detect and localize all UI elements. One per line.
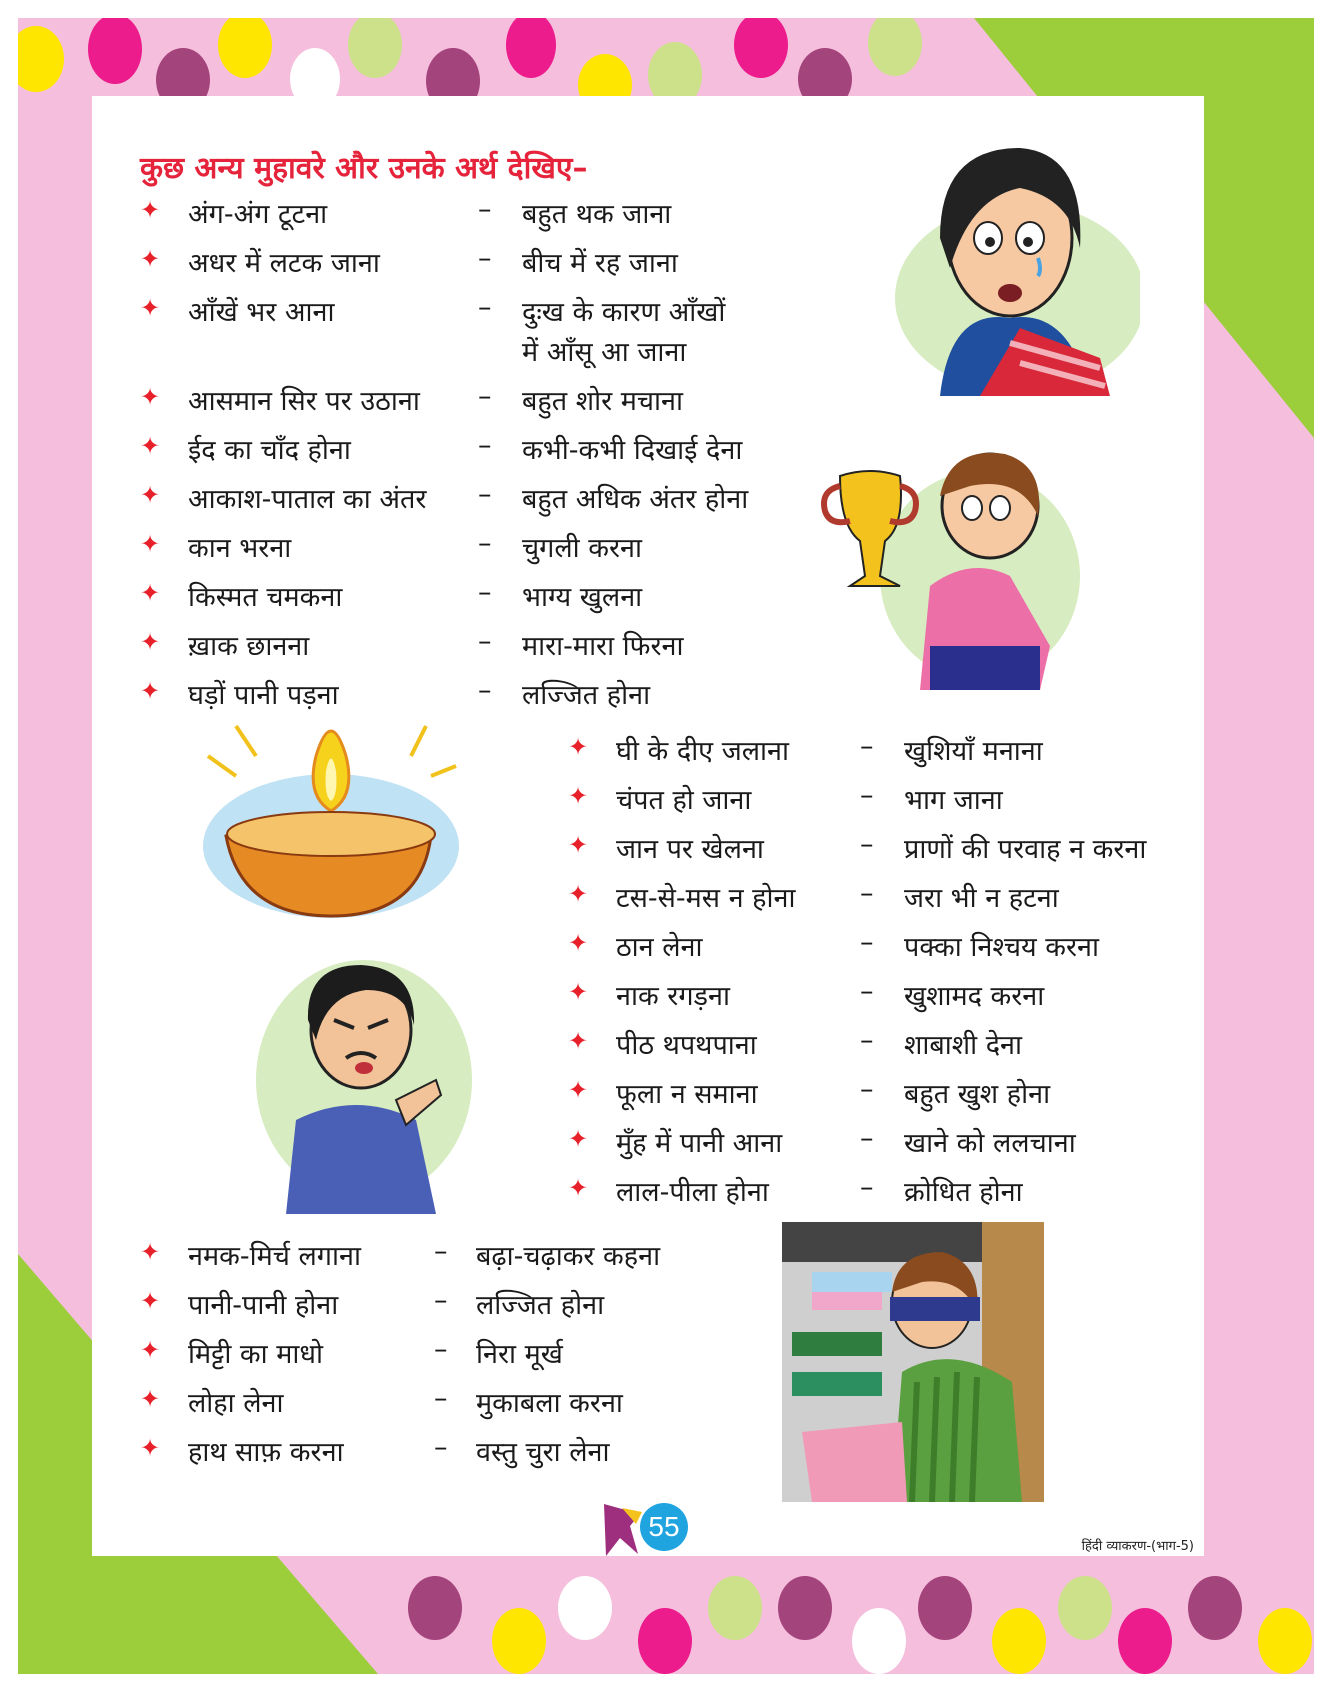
bullet-star-icon: ✦ <box>140 1385 161 1413</box>
separator-dash: – <box>478 243 492 274</box>
bullet-star-icon: ✦ <box>568 1125 589 1153</box>
meaning-text: बहुत शोर मचाना <box>522 386 683 417</box>
idiom-text: जान पर खेलना <box>616 834 764 865</box>
idiom-text: टस-से-मस न होना <box>616 883 796 914</box>
idiom-row <box>568 1025 1332 1065</box>
meaning-text: जरा भी न हटना <box>904 883 1059 914</box>
separator-dash: – <box>860 1025 874 1056</box>
footer-book-title: हिंदी व्याकरण-(भाग-5) <box>1081 1539 1194 1554</box>
idiom-text: पानी-पानी होना <box>188 1290 339 1321</box>
separator-dash: – <box>434 1334 448 1365</box>
bullet-star-icon: ✦ <box>140 245 161 273</box>
idiom-text: आँखें भर आना <box>188 297 335 328</box>
bullet-star-icon: ✦ <box>140 579 161 607</box>
meaning-text: खुशियाँ मनाना <box>904 736 1043 767</box>
idiom-row <box>140 292 940 368</box>
idiom-text: ईद का चाँद होना <box>188 435 351 466</box>
idiom-row <box>140 381 940 421</box>
meaning-text: निरा मूर्ख <box>476 1339 563 1370</box>
meaning-text: बहुत थक जाना <box>522 199 672 230</box>
idiom-text: लाल-पीला होना <box>616 1177 769 1208</box>
bullet-star-icon: ✦ <box>140 196 161 224</box>
bullet-star-icon: ✦ <box>568 1027 589 1055</box>
idiom-text: कान भरना <box>188 533 292 564</box>
separator-dash: – <box>478 479 492 510</box>
idiom-text: लोहा लेना <box>188 1388 284 1419</box>
angry-man-illustration <box>246 950 472 1214</box>
idiom-row <box>568 1123 1332 1163</box>
crying-woman-illustration <box>870 128 1140 396</box>
idiom-text: फूला न समाना <box>616 1079 758 1110</box>
idiom-row <box>140 243 940 283</box>
meaning-text: बहुत अधिक अंतर होना <box>522 484 749 515</box>
idiom-row <box>568 1172 1332 1212</box>
bullet-star-icon: ✦ <box>568 880 589 908</box>
meaning-text: पक्का निश्चय करना <box>904 932 1099 963</box>
idiom-row <box>568 829 1332 869</box>
meaning-text: कभी-कभी दिखाई देना <box>522 435 743 466</box>
meaning-text: बीच में रह जाना <box>522 248 678 279</box>
idiom-text: नाक रगड़ना <box>616 981 730 1012</box>
separator-dash: – <box>434 1432 448 1463</box>
meaning-text: मारा-मारा फिरना <box>522 631 684 662</box>
separator-dash: – <box>478 430 492 461</box>
meaning-text: बहुत खुश होना <box>904 1079 1051 1110</box>
separator-dash: – <box>860 1172 874 1203</box>
bullet-star-icon: ✦ <box>140 677 161 705</box>
bullet-star-icon: ✦ <box>568 1174 589 1202</box>
idiom-text: आकाश-पाताल का अंतर <box>188 484 427 515</box>
idiom-text: आसमान सिर पर उठाना <box>188 386 420 417</box>
separator-dash: – <box>434 1383 448 1414</box>
separator-dash: – <box>478 577 492 608</box>
bullet-star-icon: ✦ <box>140 432 161 460</box>
idiom-text: ठान लेना <box>616 932 703 963</box>
meaning-text: वस्तु चुरा लेना <box>476 1437 610 1468</box>
separator-dash: – <box>860 780 874 811</box>
meaning-text: लज्जित होना <box>522 680 651 711</box>
bullet-star-icon: ✦ <box>140 481 161 509</box>
idiom-text: अंग-अंग टूटना <box>188 199 328 230</box>
idiom-text: अधर में लटक जाना <box>188 248 380 279</box>
idiom-text: घड़ों पानी पड़ना <box>188 680 339 711</box>
separator-dash: – <box>860 731 874 762</box>
separator-dash: – <box>860 878 874 909</box>
bullet-star-icon: ✦ <box>568 782 589 810</box>
idiom-row <box>140 194 940 234</box>
idiom-row <box>568 1074 1332 1114</box>
idiom-text: हाथ साफ़ करना <box>188 1437 344 1468</box>
bullet-star-icon: ✦ <box>568 978 589 1006</box>
diya-lamp-illustration <box>196 716 462 926</box>
meaning-text: भाग्य खुलना <box>522 582 643 613</box>
bullet-star-icon: ✦ <box>140 383 161 411</box>
bullet-star-icon: ✦ <box>140 628 161 656</box>
bullet-star-icon: ✦ <box>140 294 161 322</box>
separator-dash: – <box>478 626 492 657</box>
meaning-text: प्राणों की परवाह न करना <box>904 834 1147 865</box>
bullet-star-icon: ✦ <box>568 733 589 761</box>
idiom-text: पीठ थपथपाना <box>616 1030 757 1061</box>
bullet-star-icon: ✦ <box>568 831 589 859</box>
meaning-text: खाने को ललचाना <box>904 1128 1076 1159</box>
page-number: 55 <box>640 1503 688 1551</box>
idiom-text: मिट्टी का माधो <box>188 1339 323 1370</box>
meaning-text: शाबाशी देना <box>904 1030 1023 1061</box>
meaning-text: भाग जाना <box>904 785 1003 816</box>
bullet-star-icon: ✦ <box>140 1238 161 1266</box>
idiom-row <box>568 927 1332 967</box>
separator-dash: – <box>860 829 874 860</box>
separator-dash: – <box>860 927 874 958</box>
idiom-row <box>568 731 1332 771</box>
bullet-star-icon: ✦ <box>140 530 161 558</box>
meaning-text: क्रोधित होना <box>904 1177 1023 1208</box>
separator-dash: – <box>434 1236 448 1267</box>
separator-dash: – <box>478 292 492 323</box>
bullet-star-icon: ✦ <box>568 929 589 957</box>
separator-dash: – <box>860 1074 874 1105</box>
bullet-star-icon: ✦ <box>140 1336 161 1364</box>
idiom-row <box>568 780 1332 820</box>
idiom-text: घी के दीए जलाना <box>616 736 790 767</box>
idiom-text: नमक-मिर्च लगाना <box>188 1241 361 1272</box>
meaning-text: मुकाबला करना <box>476 1388 623 1419</box>
meaning-text: चुगली करना <box>522 533 642 564</box>
boy-with-trophy-illustration <box>810 446 1086 690</box>
meaning-text: खुशामद करना <box>904 981 1045 1012</box>
page-heading: कुछ अन्य मुहावरे और उनके अर्थ देखिए– <box>140 151 588 186</box>
idiom-text: मुँह में पानी आना <box>616 1128 783 1159</box>
bullet-star-icon: ✦ <box>568 1076 589 1104</box>
bullet-star-icon: ✦ <box>140 1287 161 1315</box>
separator-dash: – <box>434 1285 448 1316</box>
meaning-text: लज्जित होना <box>476 1290 605 1321</box>
meaning-text: बढ़ा-चढ़ाकर कहना <box>476 1241 661 1272</box>
idiom-text: ख़ाक छानना <box>188 631 310 662</box>
meaning-text-line2: में आँसू आ जाना <box>522 337 687 368</box>
separator-dash: – <box>478 194 492 225</box>
idiom-text: किस्मत चमकना <box>188 582 343 613</box>
idiom-row <box>568 878 1332 918</box>
separator-dash: – <box>478 675 492 706</box>
separator-dash: – <box>478 528 492 559</box>
separator-dash: – <box>478 381 492 412</box>
separator-dash: – <box>860 1123 874 1154</box>
separator-dash: – <box>860 976 874 1007</box>
idiom-text: चंपत हो जाना <box>616 785 752 816</box>
bullet-star-icon: ✦ <box>140 1434 161 1462</box>
masked-thief-illustration <box>782 1222 1044 1502</box>
meaning-text: दुःख के कारण आँखों <box>522 297 726 328</box>
idiom-row <box>568 976 1332 1016</box>
